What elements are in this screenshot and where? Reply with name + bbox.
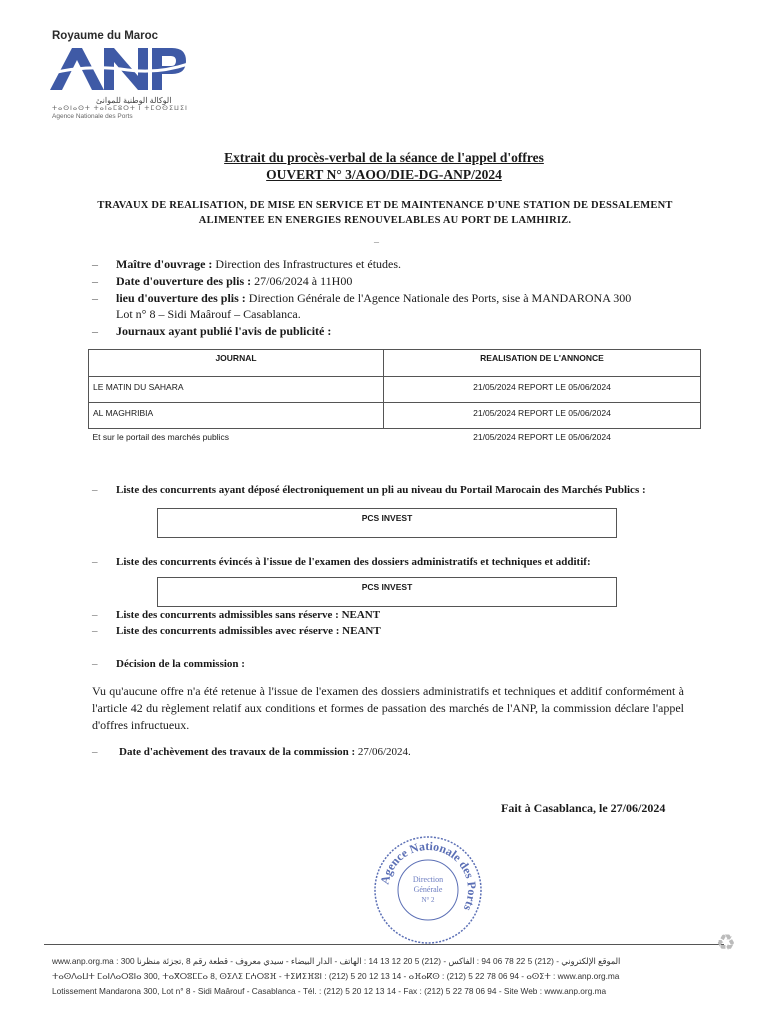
recycle-icon: ♻ [716, 930, 736, 955]
document-title: Extrait du procès-verbal de la séance de l'appel d'offres [224, 150, 544, 165]
stamp-line1: Direction [412, 875, 444, 884]
sans-reserve-label: Liste des concurrents admissibles sans réserve : NEANT [116, 609, 381, 621]
table-row [89, 429, 701, 453]
bullet-dash: – [92, 556, 98, 568]
journal-date: 21/05/2024 REPORT LE 05/06/2024 [473, 432, 611, 442]
table-header-row [89, 350, 701, 377]
bullet-dash: – [92, 746, 98, 758]
maitre-label: Maître d'ouvrage : [116, 257, 213, 271]
official-stamp [372, 834, 484, 946]
tender-number: OUVERT N° 3/AOO/DIE-DG-ANP/2024 [266, 167, 502, 182]
lieu-label: lieu d'ouverture des plis : [116, 291, 246, 305]
bullet-dash: – [92, 324, 98, 338]
journal-name: LE MATIN DU SAHARA [89, 377, 384, 403]
logo-french-text: Agence Nationale des Ports [52, 113, 133, 120]
bullet-dash: – [92, 658, 98, 670]
maitre-value: Direction des Infrastructures et études. [212, 257, 402, 271]
logo-tifinagh-text: ⵜⴰⵙⵏⴰⵙⵜ ⵜⴰⵏⴰⵎⵓⵔⵜ ⵏ ⵜⵎⵔⵙⵉⵡⵉⵏ [52, 105, 188, 112]
journal-name: AL MAGHRIBIA [89, 403, 384, 429]
stamp-ring-text: Agence Nationale des Ports [377, 838, 480, 914]
journal-date: 21/05/2024 REPORT LE 05/06/2024 [384, 377, 701, 403]
table-row [89, 377, 701, 403]
fait-a-casablanca: Fait à Casablanca, le 27/06/2024 [501, 801, 666, 815]
tender-subject: TRAVAUX DE REALISATION, DE MISE EN SERVICE ET DE MAINTENANCE D'UNE STATION DE DESSALEMENT ALIMENTEE EN ENERGIES RENOUVELABLES AU PORT DE LAMHIRIZ. [97, 200, 673, 226]
column-header-annonce: REALISATION DE L'ANNONCE [384, 350, 701, 377]
footer-french: Lotissement Mandarona 300, Lot n° 8 - Sidi Maârouf - Casablanca - Tél. : (212) 5 20 12 13 14 - Fax : (212) 5 22 78 06 94 - Site Web : www.anp.org.ma [52, 986, 607, 996]
bullet-dash: – [92, 291, 98, 305]
bullet-dash: – [92, 625, 98, 637]
decision-label: Décision de la commission : [116, 658, 245, 670]
achevement-label: Date d'achèvement des travaux de la commission : [119, 746, 356, 758]
logo-arabic-text: الوكالة الوطنية للموانئ [96, 96, 172, 105]
evinces-value: PCS INVEST [361, 582, 413, 592]
anp-logo [48, 44, 188, 92]
depose-box [157, 508, 617, 538]
journal-date: 21/05/2024 REPORT LE 05/06/2024 [384, 403, 701, 429]
footer-divider [44, 944, 724, 945]
lieu-value-line2: Lot n° 8 – Sidi Maârouf – Casablanca. [116, 307, 301, 321]
bullet-dash: – [92, 257, 98, 271]
separator-dash: – [374, 237, 379, 248]
depose-value: PCS INVEST [361, 513, 413, 523]
date-value: 27/06/2024 à 11H00 [251, 274, 353, 288]
footer-tifinagh: ⵜⴰⵙⴷⴰⵡⵜ ⵎⴰⵏⴷⴰⵔⵓⵏⴰ 300, ⵜⴰⴳⵔⵓⵎⵎⴰ 8, ⵙⵉⴷⵉ ⵎⵄⵔⵓⴼ - ⵜⵉⵍⵉⴼⵓⵏ : (212) 5 20 12 13 14 - ⴰⴼⴰⴽⵙ : (212) 5 22 78 06 94 - ⴰⵙⵉⵜ : www.anp.org.ma [52, 971, 620, 981]
table-row [89, 403, 701, 429]
evinces-box [157, 577, 617, 607]
achevement-value: 27/06/2024. [355, 746, 411, 758]
evinces-label: Liste des concurrents évincés à l'issue de l'examen des dossiers administratifs et techniques et additif: [116, 556, 591, 568]
bullet-dash: – [92, 484, 98, 496]
depose-label: Liste des concurrents ayant déposé électroniquement un pli au niveau du Portail Marocain des Marchés Publics : [116, 484, 646, 496]
avec-reserve-label: Liste des concurrents admissibles avec réserve : NEANT [116, 625, 381, 637]
kingdom-label: Royaume du Maroc [52, 30, 159, 42]
date-label: Date d'ouverture des plis : [116, 274, 252, 288]
bullet-dash: – [92, 609, 98, 621]
journals-table [88, 349, 701, 452]
bullet-dash: – [92, 274, 98, 288]
decision-text: Vu qu'aucune offre n'a été retenue à l'issue de l'examen des dossiers administratifs et techniques et additif conformément à l'article 42 du règlement relatif aux conditions et formes de passation des marchés de l'ANP, la commission déclare l'appel d'offres infructueux. [92, 684, 684, 732]
column-header-journal: JOURNAL [89, 350, 384, 377]
lieu-value: Direction Générale de l'Agence Nationale des Ports, sise à MANDARONA 300 [245, 291, 632, 305]
stamp-line3: N° 2 [421, 896, 435, 904]
stamp-line2: Générale [413, 885, 443, 894]
journal-name: Et sur le portail des marchés publics [92, 432, 230, 442]
journaux-label: Journaux ayant publié l'avis de publicité : [116, 324, 332, 338]
footer-arabic: www.anp.org.ma : الموقع الإلكتروني - (212) 5 22 78 06 94 : الفاكس - (212) 5 20 12 13 14 : الهاتف - الدار البيضاء - سيدي معروف - قطعة رقم 8 ,تجزئة منظرنا 300 [52, 956, 621, 966]
